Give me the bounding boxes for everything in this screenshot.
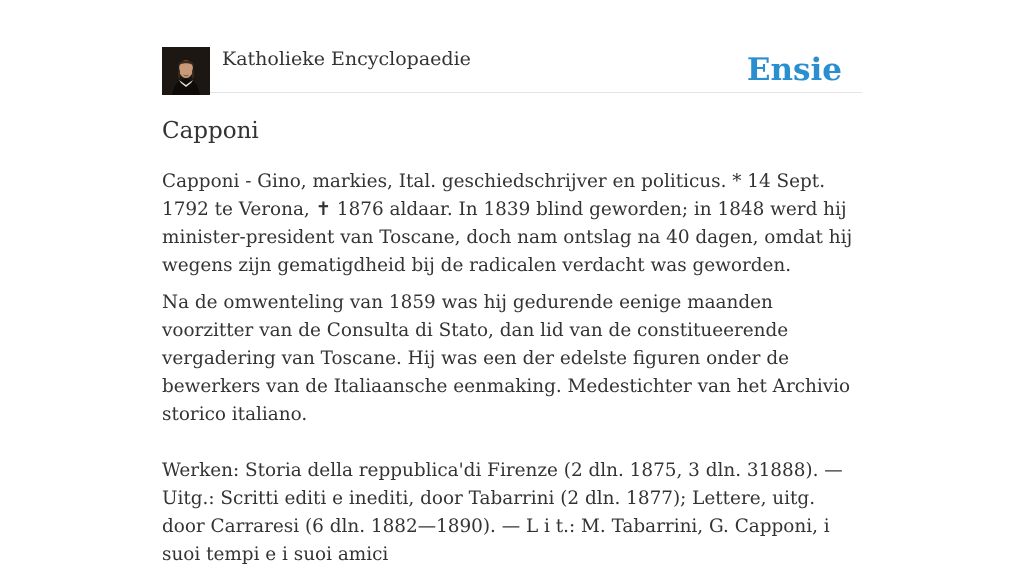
- brand-logo[interactable]: Ensie: [746, 52, 842, 88]
- article-paragraph: Capponi - Gino, markies, Ital. geschiedschrijver en politicus. * 14 Sept. 1792 te Verona, ✝ 1876 aldaar. In 1839 blind geworden; in 1848 werd hij minister-president van Toscane, doch nam ontslag na 40 dagen, omdat hij wegens zijn gematigdheid bij de radicalen verdacht was geworden.: [162, 171, 853, 276]
- article-paragraph: Na de omwenteling van 1859 was hij gedurende eenige maanden voorzitter van de Consulta di Stato, dan lid van de constitueerende vergadering van Toscane. Hij was een der edelste figuren onder de bewerkers van de Italiaansche eenmaking. Medestichter van het Archivio storico italiano.: [162, 292, 851, 425]
- site-header: [162, 46, 862, 93]
- portrait-avatar-icon[interactable]: [162, 47, 210, 95]
- article-paragraph: Werken: Storia della reppublica'di Firenze (2 dln. 1875, 3 dln. 31888). — Uitg.: Scritti editi e inediti, door Tabarrini (2 dln. 1877); Lettere, uitg. door Carraresi (6 dln. 1882—1890). — L i t.: M. Tabarrini, G. Capponi, i suoi tempi e i suoi amici: [162, 460, 843, 565]
- page-title: Capponi: [162, 118, 259, 144]
- site-name[interactable]: Katholieke Encyclopaedie: [222, 48, 471, 70]
- portrait-avatar-icon-graphic: [162, 47, 210, 95]
- article-body: [162, 168, 862, 578]
